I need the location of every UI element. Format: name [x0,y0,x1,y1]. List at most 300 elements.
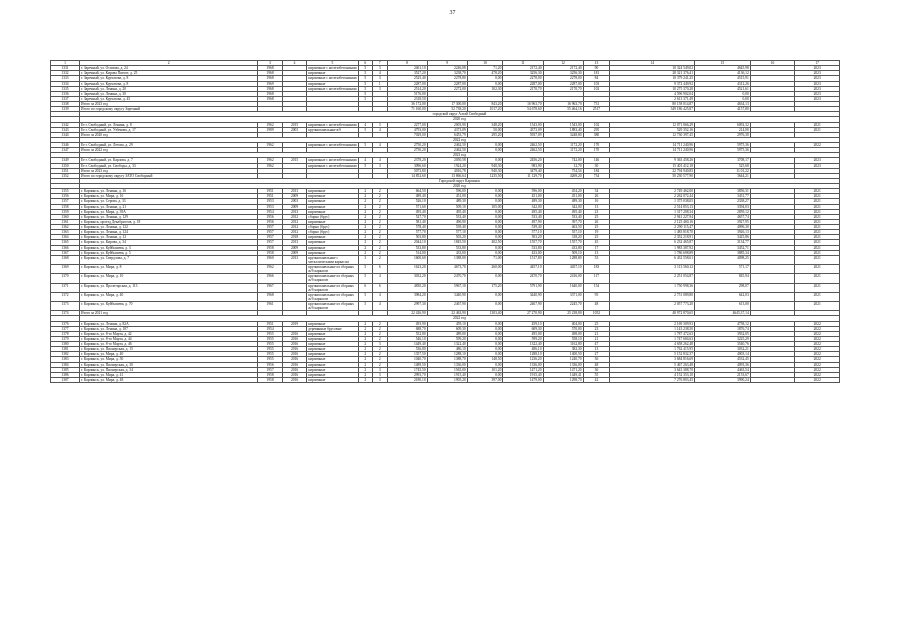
table-cell: 1350 [51,163,80,168]
table-cell: крупнопанельные с металлическими каркасом [307,255,358,264]
table-cell: 5 [358,91,372,96]
table-cell: 6 [373,283,387,292]
table-cell: 1958 [258,245,283,250]
table-cell: 1479,00 [503,377,543,382]
table-cell: 2015 [282,158,307,163]
table-cell: 2022 [795,347,840,352]
table-cell: 2021 [795,127,840,132]
table-cell: 2277,00 [387,122,427,127]
table-cell: 2 [373,214,387,219]
table-cell: 1957 [258,225,283,230]
table-cell: 451,00 [427,194,467,199]
table-cell: г. Карпинск, ул. Мира, д. 10 [79,274,257,283]
table-cell: 4096,30 [695,225,751,230]
table-cell: 940,30 [467,168,503,173]
table-cell: г. Заречный, ул. Курчатова, д. 8 [79,81,257,86]
table-cell: 1360 [51,214,80,219]
table-cell: 503,20 [503,235,543,240]
table-cell: 5 [358,292,372,301]
table-cell: 36 [583,357,610,362]
table-cell: 3431,77 [695,194,751,199]
table-cell: 2016 [282,377,307,382]
table-cell: 454,20 [543,189,583,194]
table-cell: 495,40 [427,209,467,214]
table-cell: 0,00 [467,194,503,199]
column-header: 3 [258,61,283,66]
table-cell: 2287,00 [427,81,467,86]
table-cell: 533,40 [503,214,543,219]
table-cell: 3440,90 [427,292,467,301]
table-cell: 2 [358,331,372,336]
table-cell: 2456,20 [503,158,543,163]
table-cell: 2245,70 [543,302,583,311]
table-cell: 1958 [258,372,283,377]
table-cell: 2016 [282,362,307,367]
table-cell: 1288,10 [427,352,467,357]
table-cell: 2021 [795,194,840,199]
table-cell: 2021 [795,283,840,292]
table-cell: 1336,00 [427,362,467,367]
table-cell: 1955 [258,347,283,352]
table-cell: 2021 [795,245,840,250]
table-cell: 2016 [282,331,307,336]
table-cell: 10 275 370,28 [610,86,695,91]
table-cell: 433,80 [543,245,583,250]
table-cell: 22 463,90 [427,311,467,316]
table-cell: 489,30 [543,199,583,204]
table-cell: 1955 [258,352,283,357]
table-cell: 1966 [258,274,283,283]
table-cell: 533,40 [427,214,467,219]
table-cell: 0,00 [467,331,503,336]
table-cell: 0,00 [467,326,503,331]
table-cell: 1303,40 [467,311,503,316]
table-cell: 1951 [258,194,283,199]
table-cell: 2 169 309,93 [610,321,695,326]
table-cell: 1349 [51,158,80,163]
table-cell: 1236,20 [503,357,543,362]
table-cell: 4098,25 [695,255,751,264]
table-cell: 642,03 [695,292,751,301]
table-cell: 3225,29 [695,336,751,341]
table-cell: 12 071 066,29 [610,122,695,127]
table-cell: 2 [358,225,372,230]
table-cell: 497,90 [503,219,543,224]
table-cell: 2023 [795,91,840,96]
table-cell: 102,30 [467,86,503,91]
table-cell: кирпичные [307,245,358,250]
table-cell: 2 [373,362,387,367]
table-cell: кирпичные [307,81,358,86]
table-cell: 2859,12 [695,209,751,214]
table-cell: 4645,98 [695,66,751,71]
table-cell: 1 750 998,36 [610,283,695,292]
table-cell: 2 290 115,47 [610,225,695,230]
table-cell: 30 [583,163,610,168]
table-cell: 451,00 [543,194,583,199]
table-cell: 295,20 [467,132,503,137]
table-cell: 1288,10 [503,352,543,357]
table-cell: 664,50 [387,189,427,194]
table-cell: 578,40 [387,225,427,230]
table-cell: 1915,40 [503,372,543,377]
table-cell: 2467,90 [503,302,543,311]
table-cell: 526,10 [387,199,427,204]
table-cell: 2019 [282,321,307,326]
table-cell: 0,00 [467,292,503,301]
table-cell: 1600,60 [387,255,427,264]
table-cell: 5176,00 [387,91,427,96]
table-cell: крупнопанельные из сборных ж/б каркасов [307,302,358,311]
table-cell: 2 [373,219,387,224]
table-cell: 1471,20 [503,367,543,372]
table-cell: Ее г. Свободный, ул. Узбекова, д. 17 [79,127,257,132]
table-cell: 6453,79 [427,132,467,137]
table-cell: 2 [358,352,372,357]
table-cell: 101,20 [467,367,503,372]
table-cell: 1623,20 [387,265,427,274]
table-cell: кирпичные [307,362,358,367]
table-cell: 1557,70 [543,240,583,245]
table-cell: 5 [358,71,372,76]
table-cell: 4634,13 [695,102,751,107]
table-cell: Итого за 2021 год [79,311,257,316]
table-cell: 0,00 [467,209,503,214]
table-cell: 2 [373,250,387,255]
table-cell: 1954 [258,209,283,214]
table-cell: 1876,74 [695,326,751,331]
table-cell: 2050,58 [427,158,467,163]
table-cell: 1379 [51,336,80,341]
table-cell: 55 464,16 [543,107,583,112]
table-cell: 1955 [258,331,283,336]
table-cell: 3452,71 [695,245,751,250]
table-cell: 1449,41 [543,372,583,377]
table-cell: 0,00 [467,189,503,194]
table-cell: 1361 [51,219,80,224]
table-cell: 2016 [282,347,307,352]
table-cell: 2462,50 [427,148,467,153]
table-cell: 5791,90 [503,283,543,292]
table-cell: 1331 [51,66,80,71]
table-cell: 1962 [258,122,283,127]
table-cell: 0,00 [467,214,503,219]
table-cell: 3371,00 [543,292,583,301]
table-cell: 3885,34 [695,250,751,255]
table-cell: 1040,70 [387,357,427,362]
table-cell: 2015 [282,122,307,127]
table-cell: 4 658 262,48 [610,342,695,347]
table-cell: г. Заречный, ул. Осипова, д. 24 [79,66,257,71]
table-cell: 1367 [51,250,80,255]
table-cell: 1955 [258,357,283,362]
table-cell: 609,30 [427,326,467,331]
table-cell: 2 [373,326,387,331]
district-heading: городской округ Алтай Свободный [79,112,839,117]
table-cell: 4373,09 [427,127,467,132]
table-cell: 1956 [258,219,283,224]
table-cell: крупнопанельные из сборных ж/б каркасов [307,283,358,292]
table-cell: 3394,03 [695,204,751,209]
table-cell: 2016 [282,372,307,377]
table-cell: 546,10 [387,336,427,341]
table-cell: 1543,00 [543,122,583,127]
table-cell: 1953 [258,199,283,204]
table-cell: 2022 [795,331,840,336]
table-cell: 4830,20 [387,283,427,292]
table-cell: 3238,70 [427,71,467,76]
table-cell: 1958 [258,377,283,382]
table-cell: 536,80 [387,347,427,352]
table-cell: 2013 [282,189,307,194]
table-cell: 25 238,80 [543,311,583,316]
table-cell: 2 [373,225,387,230]
table-cell: 1968 [258,66,283,71]
table-cell: 260,00 [467,265,503,274]
table-cell: 1339 [51,107,80,112]
table-cell: 2 [358,342,372,347]
table-cell: 1362 [51,225,80,230]
table-cell: 2022 [795,357,840,362]
table-cell: 1336,00 [543,362,583,367]
table-cell: 533,80 [427,245,467,250]
table-cell: 2044,10 [387,240,427,245]
table-cell: 1954 [258,326,283,331]
table-cell: 0,00 [467,235,503,240]
table-cell: 2013 [282,209,307,214]
table-cell: 2021 [795,265,840,274]
table-cell: 4457,10 [503,265,543,274]
table-cell: 1961 [258,302,283,311]
table-cell: 397,00 [467,377,503,382]
table-cell: 1359 [51,209,80,214]
table-cell: 117 [583,274,610,283]
table-cell: 2 [358,321,372,326]
table-cell: 19 [583,230,610,235]
table-cell: 2021 [795,235,840,240]
table-cell [282,283,307,292]
table-cell: 1388,70 [427,357,467,362]
table-cell: 2467,90 [427,302,467,311]
table-cell: 1364 [51,235,80,240]
table-cell: 1 762 415,95 [610,347,695,352]
table-cell: 539,40 [503,225,543,230]
table-cell: 1240,70 [543,357,583,362]
table-cell: 533,80 [503,245,543,250]
table-cell: 2517 [583,107,610,112]
table-cell: 1640,00 [543,283,583,292]
table-cell: 4157,80 [695,107,751,112]
table-cell: 2022 [795,342,840,347]
table-cell: 2 [358,204,372,209]
table-cell: 1369 [51,265,80,274]
table-cell: 1371 [51,283,80,292]
table-cell: г. Карпинск, ул. Кирова, д. 34 [79,240,257,245]
table-cell: 489,30 [503,199,543,204]
table-cell: 1962 [258,158,283,163]
table-cell: 2 [358,326,372,331]
table-cell: 26 [583,194,610,199]
table-cell: кирпичные [307,336,358,341]
table-cell: 1298,70 [543,377,583,382]
table-cell: 2 [373,331,387,336]
table-cell: 4 [373,302,387,311]
table-cell: 2016 [282,357,307,362]
table-cell: 754,54 [543,168,583,173]
table-cell: 2462,50 [427,143,467,148]
table-row [51,274,840,283]
table-cell: кирпичные [307,331,358,336]
table-cell: 2023 [795,76,840,81]
table-cell: 2993,70 [387,372,427,377]
table-cell: 1172,20 [543,143,583,148]
table-cell [282,265,307,274]
table-cell: кирпичные с железобетонными [308,76,357,81]
table-cell: 146 [583,158,610,163]
table-cell: 5 [358,127,372,132]
table-cell: 1373 [51,302,80,311]
table-cell: г. Карпинск, проезд Декабристов, д. 18 [79,219,257,224]
table-cell: Итого за 2023 год [79,102,257,107]
table-cell: 459,10 [503,321,543,326]
table-cell: 2318,50 [387,96,427,101]
table-cell: 3440,90 [503,292,543,301]
table-cell: г. Карпинск, ул. Мира, д. 39А [79,209,257,214]
table-cell: 2009 [282,194,307,199]
table-cell: 1962 [258,163,283,168]
table-cell: 71,20 [467,66,503,71]
table-cell: 1351 [51,168,80,173]
table-cell: деревянные брусовые [307,326,358,331]
table-cell: 2012 [282,225,307,230]
table-cell: 6 232 465,87 [610,240,695,245]
table-cell: 148,50 [467,357,503,362]
table-cell: 3 [373,163,387,168]
table-cell: 102 [583,86,610,91]
table-cell: 9 363 458,26 [610,158,695,163]
table-cell: 2 251 054,87 [610,274,695,283]
table-cell: 2 [373,199,387,204]
table-cell: 3984,20 [387,292,427,301]
table-cell: 1356 [51,194,80,199]
table-cell: 1336 [51,91,80,96]
table-cell: 2012 [282,230,307,235]
table-cell: 21 [583,331,610,336]
table-cell: 2278,80 [427,76,467,81]
table-cell: 2016 [282,352,307,357]
table-cell: Итого за 2023 год [79,168,257,173]
table-cell: 84 [583,76,610,81]
table-cell: 688,70 [387,326,427,331]
table-cell: 5 [358,86,372,91]
table-cell: 4136,12 [695,71,751,76]
table-cell [750,377,795,382]
column-header: 13 [583,61,610,66]
table-cell: 2287,00 [543,81,583,86]
housing-register-table [50,60,840,383]
table-cell: 3032,20 [387,274,427,283]
table-cell: 2018 [282,235,307,240]
table-cell: 54 678,60 [503,107,543,112]
table-cell: 4673,70 [427,265,467,274]
table-cell: 1905,20 [427,377,467,382]
table-cell: г. Карпинск, ул. Пионерская, д. 30 [79,362,257,367]
table-cell: 1557,70 [503,240,543,245]
table-cell: 2021 [795,255,840,264]
table-cell: 1162,80 [543,342,583,347]
table-cell: 599,20 [503,336,543,341]
table-cell: 22 426,90 [387,311,427,316]
table-cell: 3708,17 [695,158,751,163]
table-cell: 2 [358,372,372,377]
table-cell: 2 [373,357,387,362]
column-header: 14 [610,61,695,66]
table-cell: 0,00 [467,158,503,163]
table-cell: 1382 [51,352,80,357]
table-cell: 4 152 353,10 [610,372,695,377]
table-cell: крупнопанельные из сборных ж/б каркасов [307,265,358,274]
table-cell: 2172,40 [503,66,543,71]
table-cell: 1968 [258,96,283,101]
table-cell: 34 [583,189,610,194]
table-cell: 4793,00 [387,127,427,132]
table-cell: г. Карпинск, ул. 8-го Марта, д. 42 [79,331,257,336]
table-cell: 2 [373,245,387,250]
table-cell: 318,20 [543,235,583,240]
table-cell: г. Заречный, ул. Ленина, д. 30 [79,91,257,96]
table-cell: 493,90 [387,321,427,326]
table-cell: 1378 [51,331,80,336]
table-cell: 25 [583,321,610,326]
table-cell: 175,20 [467,283,503,292]
table-cell: 2 [358,230,372,235]
table-cell: 3927,95 [695,219,751,224]
table-cell: 1957 [258,235,283,240]
table-cell: 2416,00 [543,274,583,283]
table-cell: 845,94 [695,274,751,283]
table-cell: 1883,40 [543,127,583,132]
table-cell: 489,30 [427,199,467,204]
table-cell: 13 [583,204,610,209]
table-cell: кирпичные [307,235,358,240]
table-cell: 2 751 089,80 [610,292,695,301]
table-cell: 2 [358,367,372,372]
table-cell: 5 [358,163,372,168]
table-cell: 596,00 [427,189,467,194]
table-cell: 527,70 [387,214,427,219]
table-cell: 1969 [258,81,283,86]
table-cell: 349 186 425,87 [610,107,695,112]
table-cell: 1957 [258,367,283,372]
table-cell: 36 172,00 [387,102,427,107]
table-cell: г. Карпинск, ул. Ленина, д. 124 [79,230,257,235]
table-cell: 1384 [51,362,80,367]
table-cell: 1355 [51,189,80,194]
table-cell: 0,00 [467,302,503,311]
table-cell: 0,00 [467,347,503,352]
table-cell: г. Карпинск, ул. 8-го Марта, д. 46 [79,342,257,347]
table-cell: 2022 [795,321,840,326]
table-cell: 489,40 [387,194,427,199]
table-cell: 1 [373,81,387,86]
table-cell: 2 514 853,13 [610,204,695,209]
column-header: 15 [695,61,751,66]
table-cell: 2 [373,194,387,199]
table-cell: 404,00 [543,321,583,326]
table-cell: 25 [583,214,610,219]
table-cell: 6092,32 [695,122,751,127]
table-cell [750,292,795,301]
